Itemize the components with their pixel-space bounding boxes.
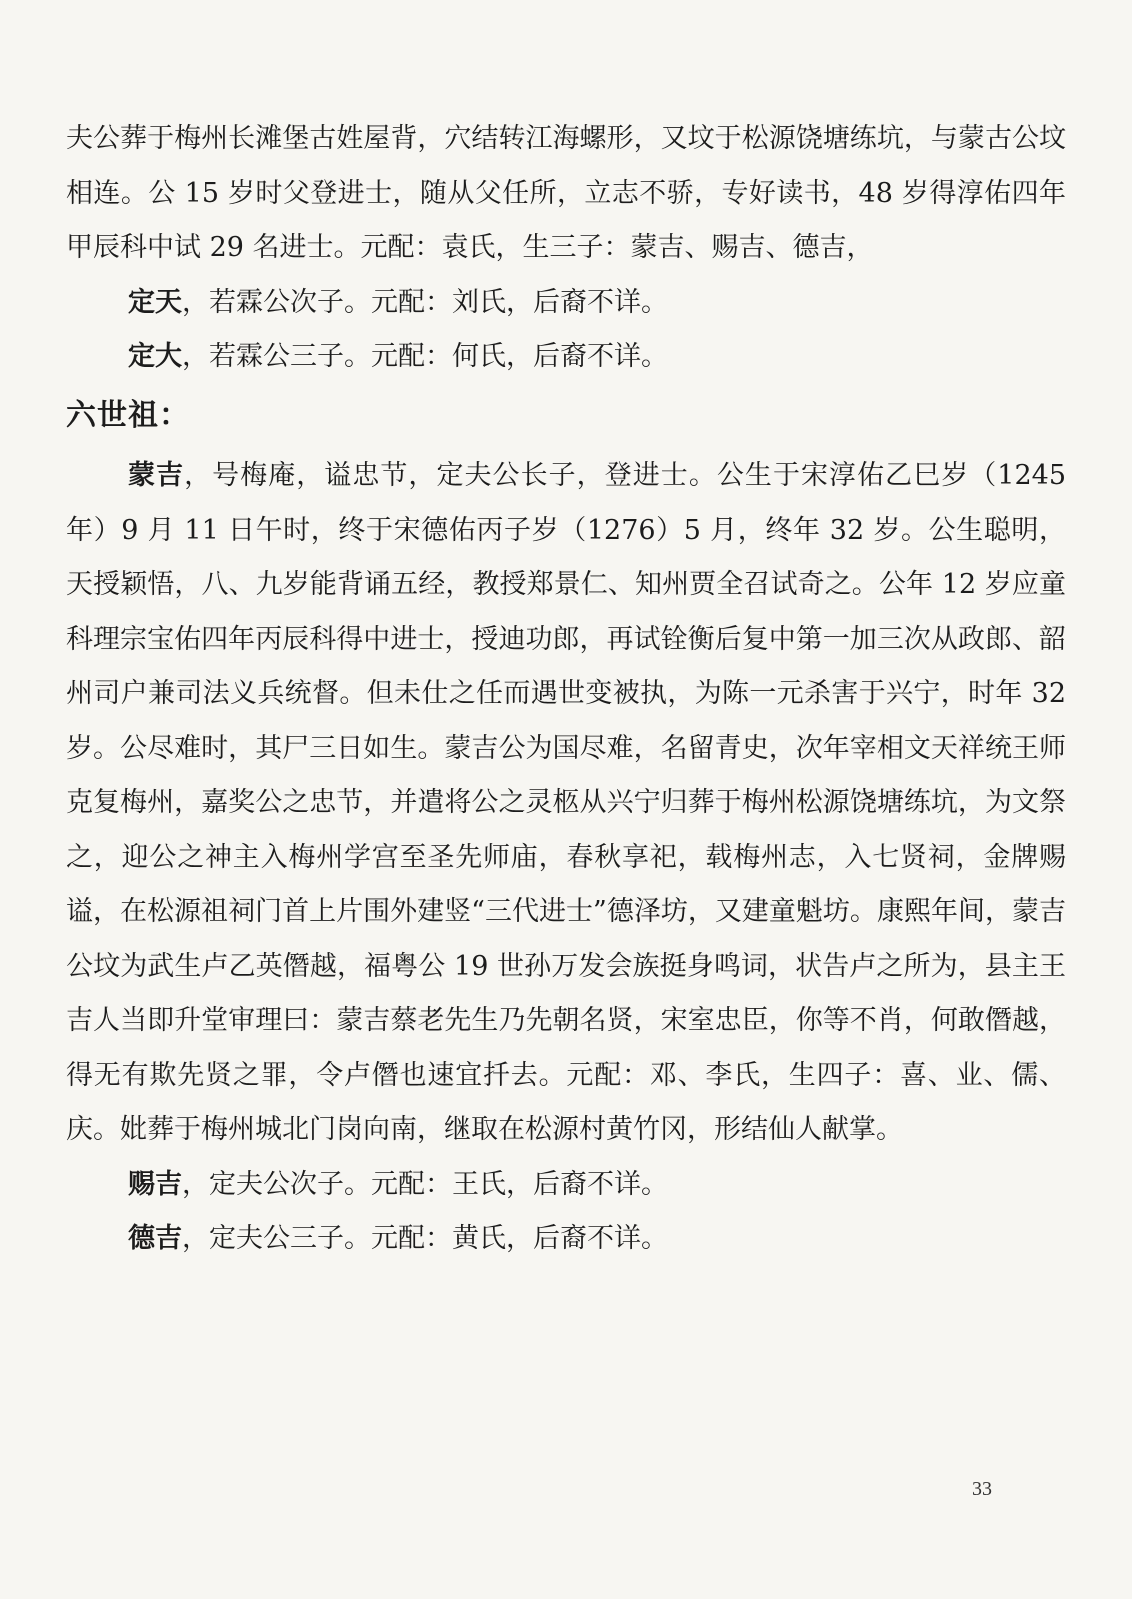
body-text <box>66 112 1066 1267</box>
entry-text: ，若霖公三子。元配：何氏，后裔不详。 <box>182 341 668 372</box>
entry-name: 定天 <box>128 286 182 318</box>
paragraph-continuation: 夫公葬于梅州长滩堡古姓屋背，穴结转江海螺形，又坟于松源饶塘练坑，与蒙古公坟相连。公 15 岁时父登进士，随从父任所，立志不骄，专好读书，48 岁得淳佑四年甲辰科中试 29 名进士。元配：袁氏，生三子：蒙吉、赐吉、德吉， <box>66 123 1066 263</box>
entry-name: 定大 <box>128 341 182 372</box>
entry-name: 赐吉 <box>128 1168 182 1200</box>
entry-deji <box>66 1212 1066 1267</box>
page-number: 33 <box>972 1478 992 1500</box>
entry-text: ，定夫公次子。元配：王氏，后裔不详。 <box>182 1168 668 1200</box>
section-heading: 六世祖： <box>66 397 190 433</box>
entry-text: ，号梅庵，谥忠节，定夫公长子，登进士。公生于宋淳佑乙巳岁（1245 年）9 月 11 日午时，终于宋德佑丙子岁（1276）5 月，终年 32 岁。公生聪明，天授颖悟，八、九岁能背诵五经，教授郑景仁、知州贾全召试奇之。公年 12 岁应童科理宗宝佑四年丙辰科得中进士，授迪功郎，再试铨衡后复中第一加三次从政郎、韶州司户兼司法义兵统督。但未仕之任而遇世变被执，为陈一元杀害于兴宁，时年 32 岁。公尽难时，其尸三日如生。蒙吉公为国尽难，名留青史，次年宰相文天祥统王师克复梅州，嘉奖公之忠节，并遣将公之灵柩从兴宁归葬于梅州松源饶塘练坑，为文祭之，迎公之神主入梅州学宫至圣先师庙，春秋享祀，载梅州志，入七贤祠，金牌赐谥，在松源祖祠门首上片围外建竖“三代进士”德泽坊，又建童魁坊。康熙年间，蒙吉公坟为武生卢乙英僭越，福粤公 19 世孙万发会族挺身鸣词，状告卢之所为，县主王吉人当即升堂审理曰：蒙吉蔡老先生乃先朝名贤，宋室忠臣，你等不肖，何敢僭越，得无有欺先贤之罪，令卢僭也速宜扦去。元配：邓、李氏，生四子：喜、业、儒、庆。妣葬于梅州城北门岗向南，继取在松源村黄竹冈，形结仙人献掌。 <box>66 460 1067 1145</box>
entry-dingtian <box>66 276 1066 331</box>
entry-ciji <box>66 1158 1066 1213</box>
entry-mengji <box>66 449 1066 1158</box>
entry-text: ，定夫公三子。元配：黄氏，后裔不详。 <box>182 1223 668 1254</box>
entry-name: 蒙吉 <box>128 460 185 491</box>
entry-dingda <box>66 330 1066 385</box>
entry-text: ，若霖公次子。元配：刘氏，后裔不详。 <box>182 286 668 318</box>
entry-name: 德吉 <box>128 1223 182 1254</box>
